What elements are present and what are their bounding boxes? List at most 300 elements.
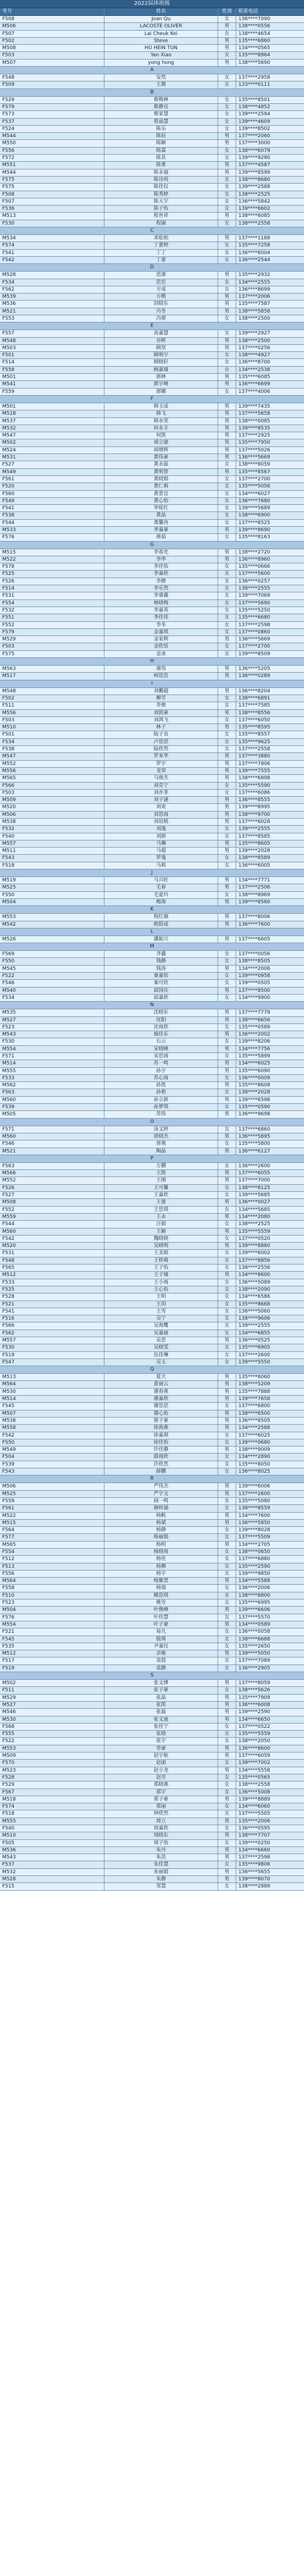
cell-exam-id: F570: [2, 1760, 15, 1766]
section-rows: [0, 16, 304, 67]
cell-name: 王玥: [104, 1301, 218, 1308]
cell-gender: 男: [218, 819, 236, 825]
cell-exam-id: F536: [2, 206, 15, 212]
cell-name: 方楷: [104, 293, 218, 300]
cell-gender: 女: [218, 359, 236, 366]
cell-name: 张凯: [104, 1702, 218, 1708]
cell-exam-id: M512: [2, 1272, 16, 1278]
cell-phone: 136****6005: [236, 862, 304, 869]
table-row: [0, 272, 304, 279]
cell-name: 王微: [104, 81, 218, 88]
cell-exam-id: M547: [2, 433, 16, 439]
cell-phone: 136****2006: [236, 1585, 304, 1591]
table-row: [0, 505, 304, 512]
cell-phone: 138****5209: [236, 1381, 304, 1387]
cell-phone: 135****0565: [236, 1774, 304, 1781]
cell-name: 王蕾: [104, 1199, 218, 1205]
cell-name: 许欣然: [104, 1461, 218, 1468]
cell-gender: 女: [218, 534, 236, 540]
cell-exam-id: F522: [2, 973, 15, 979]
cell-phone: 137****2958: [236, 74, 304, 81]
cell-phone: 135****6905: [236, 1344, 304, 1351]
cell-phone: 138****8800: [236, 1592, 304, 1599]
table-row: [0, 1542, 304, 1549]
cell-phone: 139****5685: [236, 1192, 304, 1198]
table-row: [0, 761, 304, 768]
cell-gender: 男: [218, 877, 236, 884]
cell-phone: 138****8969: [236, 892, 304, 898]
cell-gender: 男: [218, 1854, 236, 1861]
cell-gender: 女: [218, 148, 236, 154]
section-divider: R: [0, 1475, 304, 1483]
cell-phone: 139****7658: [236, 1396, 304, 1402]
cell-name: 顾坚: [104, 345, 218, 351]
cell-gender: 男: [218, 1876, 236, 1883]
cell-gender: 女: [218, 119, 236, 125]
cell-gender: 男: [218, 1425, 236, 1431]
section-divider: C: [0, 227, 304, 235]
cell-phone: 134****5588: [236, 1578, 304, 1584]
cell-gender: 女: [218, 622, 236, 628]
cell-exam-id: M559: [2, 1214, 16, 1220]
cell-name: 郭娜: [104, 389, 218, 395]
table-row: [0, 585, 304, 592]
cell-phone: 136****0027: [236, 1199, 304, 1205]
cell-phone: 137****3880: [236, 753, 304, 760]
cell-name: 黄仁莉: [104, 483, 218, 490]
cell-gender: 女: [218, 315, 236, 322]
table-row: [0, 578, 304, 585]
cell-exam-id: F554: [2, 600, 15, 606]
cell-exam-id: F576: [2, 534, 15, 540]
cell-name: 吴玉: [104, 1359, 218, 1366]
cell-phone: 138****6500: [236, 1410, 304, 1417]
cell-gender: 女: [218, 592, 236, 599]
cell-phone: 136****5655: [236, 1869, 304, 1875]
cell-name: 欧阳成: [104, 921, 218, 928]
cell-name: 杨帆: [104, 1513, 218, 1519]
cell-exam-id: F563: [2, 1163, 15, 1169]
table-row: [0, 1869, 304, 1876]
table-row: [0, 1578, 304, 1585]
cell-phone: 139****8206: [236, 1038, 304, 1045]
table-row: [0, 1796, 304, 1803]
table-row: [0, 1876, 304, 1883]
cell-name: 谢嘉欣: [104, 1396, 218, 1402]
table-row: [0, 804, 304, 811]
table-row: [0, 1009, 304, 1016]
table-row: [0, 614, 304, 621]
table-row: [0, 1053, 304, 1060]
cell-gender: 女: [218, 461, 236, 468]
cell-gender: 女: [218, 1163, 236, 1169]
table-row: [0, 111, 304, 118]
cell-gender: 男: [218, 688, 236, 695]
cell-gender: 女: [218, 1789, 236, 1796]
cell-name: 谢心怡: [104, 1410, 218, 1417]
cell-phone: 135****7258: [236, 242, 304, 249]
cell-gender: 女: [218, 1265, 236, 1271]
cell-name: 徐嘉祺: [104, 1432, 218, 1439]
cell-exam-id: F504: [2, 1454, 15, 1460]
cell-phone: 135****0589: [236, 1024, 304, 1031]
table-row: [0, 447, 304, 454]
cell-name: 魏晓晓: [104, 1236, 218, 1242]
cell-phone: 136****5060: [236, 1308, 304, 1315]
cell-phone: 137****5505: [236, 1810, 304, 1817]
cell-name: 余敏: [104, 1650, 218, 1657]
cell-name: 王思琪: [104, 1207, 218, 1213]
cell-phone: 137****8006: [236, 914, 304, 920]
cell-phone: 135****2650: [236, 1643, 304, 1650]
cell-name: 季嘉豪: [104, 527, 218, 533]
cell-name: 杨斌: [104, 1520, 218, 1526]
cell-name: 杨晓雨: [104, 1549, 218, 1555]
cell-name: 王子怡: [104, 1265, 218, 1271]
table-row: [0, 1017, 304, 1024]
cell-exam-id: M553: [2, 914, 16, 920]
cell-phone: 134****2555: [236, 279, 304, 286]
section-divider: A: [0, 67, 304, 74]
cell-gender: 男: [218, 1374, 236, 1380]
cell-gender: 女: [218, 1563, 236, 1570]
cell-phone: 138****5626: [236, 1687, 304, 1693]
table-row: [0, 636, 304, 643]
table-row: [0, 607, 304, 614]
table-row: [0, 753, 304, 760]
table-row: [0, 980, 304, 987]
table-row: [0, 951, 304, 958]
section-divider: F: [0, 396, 304, 403]
header-name: 姓名: [104, 8, 218, 15]
cell-gender: 女: [218, 614, 236, 621]
cell-gender: 男: [218, 301, 236, 307]
cell-gender: 女: [218, 279, 236, 286]
cell-phone: 138****8559: [236, 1505, 304, 1512]
table-row: [0, 768, 304, 775]
table-row: [0, 987, 304, 995]
cell-name: 刘逸: [104, 826, 218, 832]
table-row: [0, 1097, 304, 1104]
cell-phone: 136****5089: [236, 1279, 304, 1286]
table-row: [0, 191, 304, 198]
cell-name: 张佳宁: [104, 1724, 218, 1730]
cell-exam-id: F532: [2, 826, 15, 832]
cell-exam-id: M554: [2, 1621, 16, 1627]
cell-phone: 137****7000: [236, 1177, 304, 1184]
cell-exam-id: M551: [2, 162, 16, 168]
table-row: [0, 1126, 304, 1133]
cell-exam-id: F539: [2, 1104, 15, 1110]
cell-name: 韩玉成: [104, 403, 218, 410]
cell-exam-id: M536: [2, 1847, 16, 1853]
cell-gender: 男: [218, 1133, 236, 1140]
cell-phone: 137****2006: [236, 293, 304, 300]
cell-name: 施佳乐: [104, 1031, 218, 1038]
cell-exam-id: M510: [2, 1833, 16, 1839]
cell-name: 马琳: [104, 840, 218, 847]
table-row: [0, 666, 304, 673]
cell-gender: 女: [218, 651, 236, 657]
cell-exam-id: M531: [2, 455, 16, 461]
cell-exam-id: M508: [2, 45, 16, 51]
section-rows: [0, 330, 304, 396]
cell-name: 杨紫萱: [104, 1578, 218, 1584]
table-row: [0, 811, 304, 819]
cell-exam-id: F527: [2, 462, 15, 468]
cell-name: 马莉: [104, 862, 218, 869]
cell-name: 范宏: [104, 279, 218, 286]
cell-phone: 136****2544: [236, 257, 304, 263]
cell-phone: 139****6598: [236, 1097, 304, 1103]
cell-name: 夏天: [104, 1374, 218, 1380]
cell-exam-id: F538: [2, 746, 15, 752]
cell-exam-id: F535: [2, 1643, 15, 1649]
cell-gender: 女: [218, 1781, 236, 1788]
cell-gender: 女: [218, 1571, 236, 1577]
cell-phone: 137****7585: [236, 702, 304, 709]
cell-name: 顾明宇: [104, 352, 218, 358]
cell-name: 吴宁: [104, 1315, 218, 1322]
cell-phone: 135****7587: [236, 301, 304, 307]
section-divider: H: [0, 658, 304, 666]
cell-phone: 135****6090: [236, 1068, 304, 1074]
cell-name: 刘凯豪: [104, 710, 218, 716]
cell-name: 郑丽: [104, 1803, 218, 1810]
cell-phone: 139****2555: [236, 1322, 304, 1329]
cell-name: 金欣恬: [104, 643, 218, 650]
table-row: [0, 1148, 304, 1155]
table-row: [0, 855, 304, 862]
cell-exam-id: M518: [2, 411, 16, 417]
cell-phone: 139****0680: [236, 1439, 304, 1446]
cell-name: 徐海燕: [104, 1425, 218, 1431]
cell-exam-id: M501: [2, 403, 16, 409]
cell-exam-id: F530: [2, 1039, 15, 1045]
cell-name: 杨瑞: [104, 1585, 218, 1591]
cell-name: 杨宇: [104, 1571, 218, 1577]
cell-name: 叶佳慧: [104, 1614, 218, 1621]
cell-name: 罗逸: [104, 855, 218, 861]
cell-gender: 男: [218, 1082, 236, 1089]
cell-phone: 139****6602: [236, 205, 304, 212]
cell-phone: 134****0565: [236, 45, 304, 51]
table-row: [0, 695, 304, 702]
cell-name: 马兴旺: [104, 877, 218, 884]
table-row: [0, 1031, 304, 1038]
cell-name: 吴晓明: [104, 1243, 218, 1249]
cell-exam-id: F508: [2, 16, 15, 22]
table-row: [0, 1133, 304, 1140]
cell-phone: 138****5690: [236, 60, 304, 66]
cell-phone: 137****2598: [236, 622, 304, 628]
cell-exam-id: M513: [2, 213, 16, 219]
cell-gender: 女: [218, 1140, 236, 1147]
table-row: [0, 52, 304, 59]
table-row: [0, 1760, 304, 1767]
cell-exam-id: M522: [2, 1513, 16, 1519]
cell-name: 谢思思: [104, 1403, 218, 1409]
cell-gender: 男: [218, 1869, 236, 1875]
cell-phone: 137****2598: [236, 1854, 304, 1861]
cell-name: 黄明智: [104, 469, 218, 475]
cell-name: 邱国庆: [104, 987, 218, 994]
cell-name: 汪娟: [104, 1221, 218, 1227]
cell-gender: 女: [218, 1461, 236, 1468]
table-row: [0, 1177, 304, 1184]
cell-gender: 女: [218, 578, 236, 585]
cell-exam-id: F579: [2, 104, 15, 110]
cell-gender: 男: [218, 1031, 236, 1038]
cell-phone: 135****9806: [236, 1861, 304, 1868]
cell-gender: 女: [218, 1687, 236, 1693]
table-row: [0, 1446, 304, 1454]
table-row: [0, 958, 304, 965]
table-row: [0, 775, 304, 782]
cell-gender: 男: [218, 213, 236, 219]
cell-gender: 女: [218, 746, 236, 752]
cell-phone: 138****6688: [236, 1636, 304, 1643]
cell-phone: 137****2600: [236, 1352, 304, 1358]
cell-name: 袁晨: [104, 1657, 218, 1664]
cell-exam-id: F552: [2, 1207, 15, 1213]
cell-gender: 女: [218, 31, 236, 37]
cell-gender: 女: [218, 585, 236, 592]
cell-phone: 139****5550: [236, 1359, 304, 1366]
cell-gender: 女: [218, 1257, 236, 1264]
table-row: [0, 1381, 304, 1388]
cell-phone: 136****7600: [236, 921, 304, 928]
cell-exam-id: M519: [2, 878, 16, 884]
cell-gender: 女: [218, 97, 236, 103]
cell-exam-id: F574: [2, 1804, 15, 1810]
cell-phone: 139****0505: [236, 980, 304, 986]
cell-exam-id: M536: [2, 301, 16, 307]
cell-name: 李嘉欣: [104, 571, 218, 577]
cell-phone: 138****2889: [236, 1883, 304, 1890]
section-rows: [0, 688, 304, 869]
cell-name: 苏一鸣: [104, 1060, 218, 1067]
cell-name: 伍佳琳: [104, 1352, 218, 1358]
cell-name: 杨静: [104, 1527, 218, 1533]
table-row: [0, 1571, 304, 1578]
cell-gender: 男: [218, 666, 236, 672]
cell-name: 倪红旗: [104, 914, 218, 920]
cell-phone: 135****5559: [236, 1731, 304, 1737]
cell-name: 张文博: [104, 1680, 218, 1686]
cell-name: 齐鑫: [104, 951, 218, 957]
cell-exam-id: F543: [2, 855, 15, 861]
table-row: [0, 973, 304, 980]
table-row: [0, 1556, 304, 1563]
cell-gender: 女: [218, 1075, 236, 1081]
cell-gender: 女: [218, 483, 236, 490]
cell-name: 蒋茹: [104, 534, 218, 540]
section-rows: [0, 936, 304, 943]
cell-gender: 女: [218, 1104, 236, 1110]
cell-name: 杨明: [104, 1542, 218, 1548]
cell-name: 叶子豪: [104, 1621, 218, 1628]
cell-phone: 135****5056: [236, 483, 304, 490]
cell-gender: 男: [218, 753, 236, 760]
table-row: [0, 38, 304, 45]
cell-name: 谢春燕: [104, 1389, 218, 1395]
cell-gender: 女: [218, 1279, 236, 1286]
cell-name: 李嘉英: [104, 607, 218, 614]
cell-name: 何凯: [104, 432, 218, 439]
table-row: [0, 126, 304, 133]
cell-exam-id: M515: [2, 549, 16, 555]
table-row: [0, 1301, 304, 1308]
section-rows: [0, 74, 304, 89]
cell-phone: 138****2556: [236, 1265, 304, 1271]
cell-gender: 男: [218, 1410, 236, 1417]
cell-phone: 136****8700: [236, 359, 304, 366]
table-row: [0, 286, 304, 293]
cell-phone: 137****7779: [236, 1009, 304, 1016]
cell-exam-id: M538: [2, 1418, 16, 1424]
cell-name: 秦嘉怡: [104, 973, 218, 979]
cell-gender: 女: [218, 1840, 236, 1846]
cell-name: 袁静: [104, 1665, 218, 1672]
cell-exam-id: M525: [2, 1491, 16, 1497]
cell-phone: 134****6025: [236, 1060, 304, 1067]
cell-exam-id: F502: [2, 38, 15, 44]
cell-gender: 男: [218, 1832, 236, 1839]
cell-gender: 女: [218, 833, 236, 840]
cell-gender: 男: [218, 1170, 236, 1177]
cell-phone: 136****5850: [236, 1520, 304, 1526]
cell-phone: 138****4852: [236, 104, 304, 110]
table-row: [0, 60, 304, 67]
cell-phone: 138****2028: [236, 1089, 304, 1096]
cell-exam-id: F540: [2, 1825, 15, 1831]
cell-gender: 男: [218, 936, 236, 943]
cell-gender: 女: [218, 1308, 236, 1315]
cell-exam-id: F571: [2, 1054, 15, 1059]
cell-gender: 男: [218, 1243, 236, 1249]
cell-gender: 女: [218, 476, 236, 483]
cell-phone: 134****2705: [236, 1542, 304, 1548]
table-row: [0, 966, 304, 973]
cell-exam-id: F531: [2, 1250, 15, 1256]
cell-gender: 女: [218, 257, 236, 263]
cell-gender: 男: [218, 724, 236, 731]
table-row: [0, 389, 304, 396]
cell-phone: 138****7707: [236, 1832, 304, 1839]
cell-exam-id: M518: [2, 1796, 16, 1802]
cell-name: 苏伟: [104, 1111, 218, 1118]
cell-name: 王凯: [104, 1170, 218, 1177]
cell-name: 冯倩: [104, 315, 218, 322]
cell-exam-id: M552: [2, 1178, 16, 1184]
table-row: [0, 16, 304, 23]
cell-exam-id: F520: [2, 484, 15, 490]
section-divider: G: [0, 542, 304, 549]
cell-gender: 男: [218, 403, 236, 410]
table-row: [0, 862, 304, 869]
cell-exam-id: F557: [2, 331, 15, 337]
cell-name: 黄晓娟: [104, 476, 218, 483]
cell-phone: 136****5669: [236, 636, 304, 643]
cell-name: 柳芳: [104, 695, 218, 702]
table-row: [0, 1046, 304, 1053]
cell-phone: 139****8560: [236, 899, 304, 905]
cell-exam-id: M558: [2, 1425, 16, 1431]
table-row: [0, 133, 304, 140]
cell-name: LACOSTE OLIVER: [104, 23, 218, 30]
table-row: [0, 651, 304, 658]
